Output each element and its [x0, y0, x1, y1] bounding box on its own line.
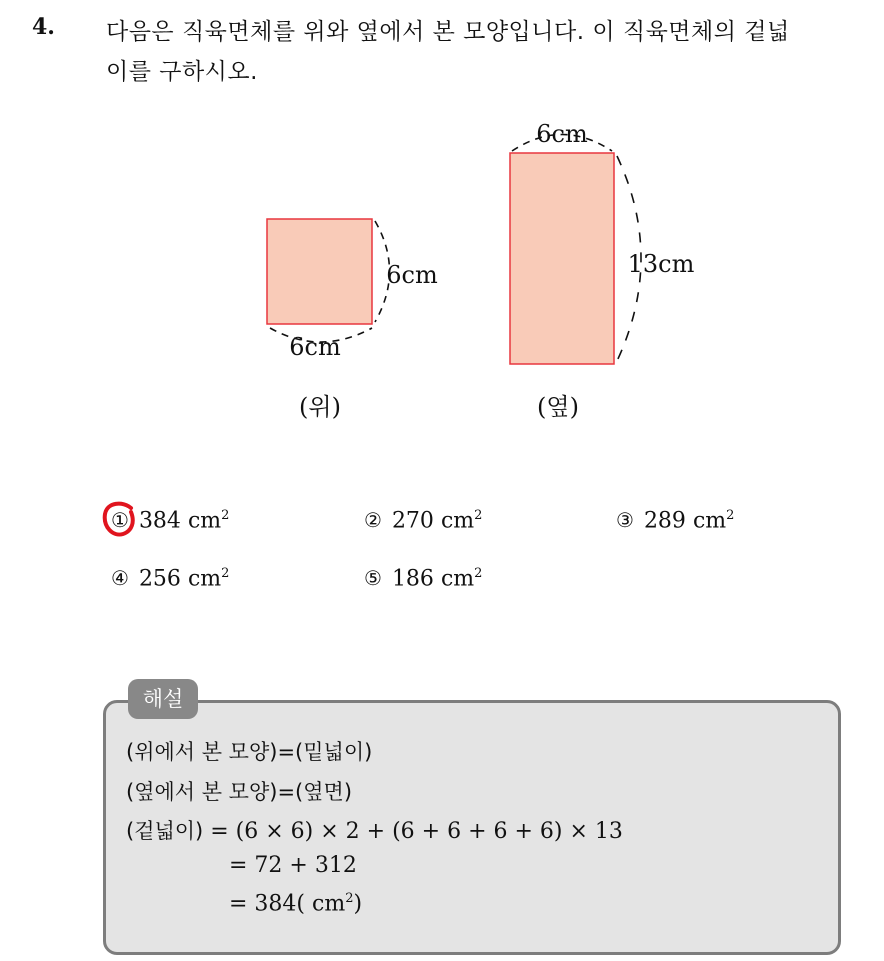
side-view-height-label: 13cm: [627, 250, 695, 278]
solution-line-5-exp: 2: [345, 891, 354, 906]
question-number: 4.: [32, 14, 55, 40]
side-view-caption: (옆): [537, 393, 579, 421]
choice-3[interactable]: [616, 508, 734, 533]
solution-line-5-pre: = 384( cm: [229, 891, 346, 917]
choice-4[interactable]: [111, 566, 229, 591]
solution-line-1-rhs: =(밑넓이): [277, 740, 373, 764]
top-view-width-label: 6cm: [289, 333, 341, 361]
side-view-width-label: 6cm: [536, 120, 588, 148]
choice-1-value: 384: [138, 508, 181, 534]
choice-3-unit: cm: [692, 508, 727, 534]
choice-1-unit: cm: [187, 508, 222, 534]
choice-5[interactable]: [364, 566, 482, 591]
question-line-2: 이를 구하시오.: [106, 59, 258, 85]
choice-1[interactable]: [111, 508, 229, 533]
choice-5-value: 186: [391, 566, 434, 592]
solution-line-4: [229, 853, 357, 878]
solution-line-3-rhs: = (6 × 6) × 2 + (6 + 6 + 6 + 6) × 13: [203, 819, 623, 844]
question-line-1: 다음은 직육면체를 위와 옆에서 본 모양입니다. 이 직육면체의 겉넓: [106, 19, 790, 45]
top-view-height-label: 6cm: [386, 261, 438, 289]
solution-line-1: [126, 736, 372, 766]
solution-line-5-post: ): [353, 891, 363, 917]
choice-4-value: 256: [138, 566, 181, 592]
choice-4-exp: 2: [221, 566, 230, 581]
figure: [0, 0, 884, 430]
choice-4-marker: ④: [111, 566, 129, 591]
solution-line-5: [229, 891, 362, 916]
choice-5-exp: 2: [474, 566, 483, 581]
solution-line-2-rhs: =(옆면): [277, 780, 353, 804]
solution-line-1-lhs: (위에서 본 모양): [126, 740, 278, 764]
choice-3-exp: 2: [726, 508, 735, 523]
top-view-square: [267, 219, 372, 324]
solution-line-4-text: = 72 + 312: [229, 853, 357, 878]
choice-1-marker: ①: [111, 508, 129, 533]
choice-2-marker: ②: [364, 508, 382, 533]
choice-4-unit: cm: [187, 566, 222, 592]
solution-line-3: [126, 815, 623, 845]
choice-5-unit: cm: [440, 566, 475, 592]
choice-2-unit: cm: [440, 508, 475, 534]
solution-line-3-lhs: (겉넓이): [126, 819, 204, 843]
top-view-caption: (위): [299, 393, 341, 421]
solution-line-2-lhs: (옆에서 본 모양): [126, 780, 278, 804]
choice-2-exp: 2: [474, 508, 483, 523]
choice-2[interactable]: [364, 508, 482, 533]
choice-3-value: 289: [643, 508, 686, 534]
choice-5-marker: ⑤: [364, 566, 382, 591]
solution-line-2: [126, 776, 352, 806]
choice-2-value: 270: [391, 508, 434, 534]
side-view-rect: [510, 153, 614, 364]
solution-tag: 해설: [128, 679, 198, 719]
choice-3-marker: ③: [616, 508, 634, 533]
choice-1-exp: 2: [221, 508, 230, 523]
